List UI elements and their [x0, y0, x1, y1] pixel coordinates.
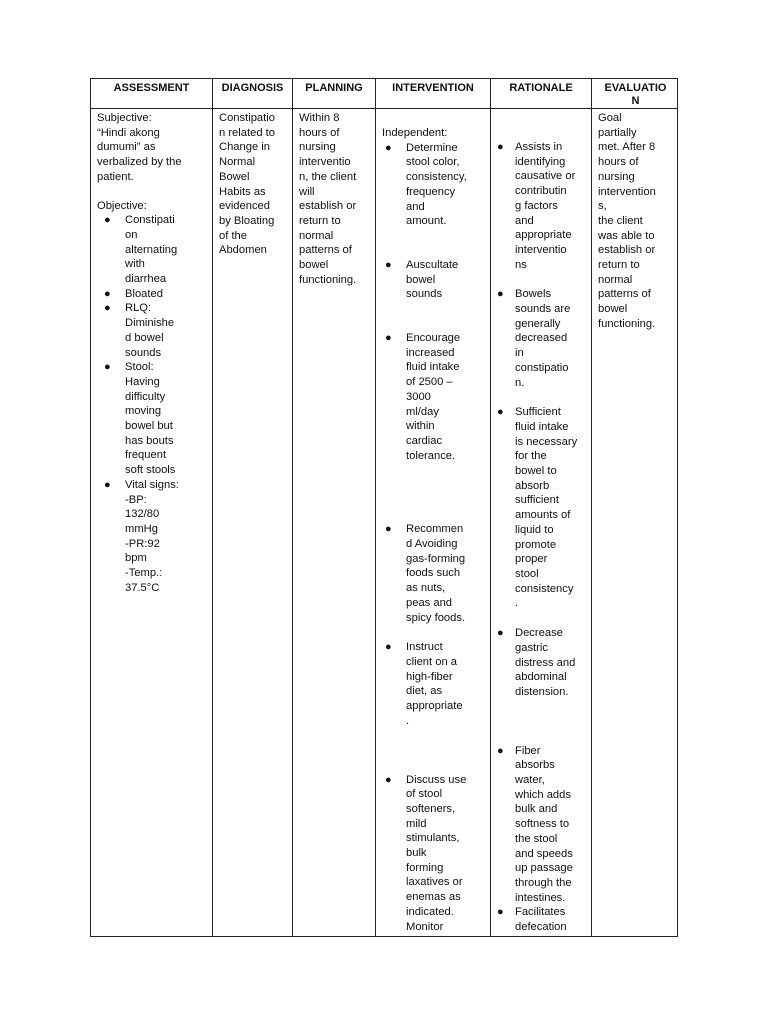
objective-finding: Vital signs: -BP: 132/80 mmHg -PR:92 bpm -Temp.: 37.5°C: [125, 478, 179, 594]
list-item: [95, 360, 212, 478]
list-item: [376, 522, 490, 625]
assessment-subjective: Subjective: “Hindi akong dumumi” as verbalized by the patient.: [97, 112, 182, 183]
rationale-item: Fiber absorbs water, which adds bulk and softness to the stool and speeds up passage through the intestines.: [515, 744, 573, 904]
bullet-icon: ●: [385, 332, 392, 345]
bullet-icon: ●: [497, 627, 504, 640]
diagnosis-cell: [213, 109, 293, 936]
bullet-icon: ●: [385, 523, 392, 536]
assessment-objective-label: Objective:: [97, 199, 147, 212]
list-item: [491, 405, 591, 611]
list-item: [376, 258, 490, 302]
rationale-item: Bowels sounds are generally decreased in constipatio n.: [515, 288, 571, 389]
header-cell-diagnosis: [213, 79, 293, 108]
list-item: [95, 287, 212, 302]
list-item: [95, 478, 212, 596]
header-rationale: RATIONALE: [509, 82, 573, 94]
bullet-icon: ●: [104, 287, 111, 300]
bullet-icon: ●: [104, 478, 111, 491]
header-cell-planning: [293, 79, 376, 108]
bullet-icon: ●: [104, 302, 111, 315]
header-planning: PLANNING: [305, 82, 363, 94]
bullet-icon: ●: [497, 744, 504, 757]
bullet-icon: ●: [104, 361, 111, 374]
header-diagnosis: DIAGNOSIS: [221, 82, 284, 94]
list-item: [491, 905, 591, 934]
list-item: [376, 331, 490, 463]
intervention-item: Discuss use of stool softeners, mild stimulants, bulk forming laxatives or enemas as indicated. Monitor: [406, 773, 467, 933]
bullet-icon: ●: [385, 641, 392, 654]
objective-finding: RLQ: Diminishe d bowel sounds: [125, 302, 175, 359]
bullet-icon: ●: [385, 141, 392, 154]
bullet-icon: ●: [497, 141, 504, 153]
header-cell-assessment: [91, 79, 213, 108]
table-body-row: [91, 109, 677, 936]
list-item: [95, 213, 212, 287]
objective-finding: Constipati on alternating with diarrhea: [125, 214, 178, 286]
planning-cell: [293, 109, 376, 936]
diagnosis-text: Constipatio n related to Change in Normal Bowel Habits as evidenced by Bloating of the Abdomen: [219, 112, 275, 257]
rationale-item: Decrease gastric distress and abdominal distension.: [515, 627, 576, 698]
table-header-row: [91, 79, 677, 109]
intervention-item: Determine stool color, consistency, frequency and amount.: [406, 141, 467, 228]
intervention-item: Instruct client on a high-fiber diet, as appropriate .: [406, 641, 463, 727]
bullet-icon: ●: [385, 773, 392, 786]
rationale-item: Facilitates defecation: [515, 906, 567, 934]
list-item: [491, 744, 591, 906]
bullet-icon: ●: [104, 214, 111, 227]
header-cell-evaluation: [592, 79, 679, 108]
header-cell-rationale: [491, 79, 592, 108]
bullet-icon: ●: [385, 258, 392, 271]
rationale-item: Assists in identifying causative or contributin g factors and appropriate interventio ns: [515, 141, 576, 271]
list-item: [376, 141, 490, 229]
list-item: [95, 301, 212, 360]
objective-finding: Stool: Having difficulty moving bowel but has bouts frequent soft stools: [125, 361, 176, 477]
nursing-care-plan-table: [90, 78, 678, 937]
header-evaluation: EVALUATIO N: [604, 82, 667, 107]
objective-finding: Bloated: [125, 287, 163, 300]
intervention-label: Independent:: [382, 127, 448, 139]
evaluation-cell: [592, 109, 679, 936]
list-item: [376, 640, 490, 728]
bullet-icon: ●: [497, 906, 504, 919]
list-item: [491, 626, 591, 700]
assessment-cell: [91, 109, 213, 936]
intervention-list: [376, 141, 490, 935]
list-item: [491, 287, 591, 390]
header-cell-intervention: [376, 79, 491, 108]
intervention-item: Recommen d Avoiding gas-forming foods such as nuts, peas and spicy foods.: [406, 523, 466, 624]
intervention-item: Encourage increased fluid intake of 2500 – 3000 ml/day within cardiac tolerance.: [406, 332, 461, 462]
rationale-list: [491, 109, 591, 935]
planning-text: Within 8 hours of nursing interventio n, the client will establish or return to normal patterns of bowel functioning.: [299, 112, 357, 286]
rationale-cell: [491, 109, 592, 936]
evaluation-text: Goal partially met. After 8 hours of nursing intervention s, the client was able to establish or return to normal patterns of bowel functioning.: [598, 112, 656, 330]
header-intervention: INTERVENTION: [392, 82, 474, 94]
bullet-icon: ●: [497, 406, 504, 419]
bullet-icon: ●: [497, 288, 504, 301]
list-item: [376, 773, 490, 935]
intervention-cell: [376, 109, 491, 936]
rationale-item: Sufficient fluid intake is necessary for the bowel to absorb sufficient amounts of liquid to promote proper stool consistency .: [515, 406, 578, 610]
assessment-objective-list: [95, 213, 212, 595]
header-assessment: ASSESSMENT: [113, 82, 190, 94]
intervention-item: Auscultate bowel sounds: [406, 258, 459, 301]
list-item: [491, 140, 591, 272]
